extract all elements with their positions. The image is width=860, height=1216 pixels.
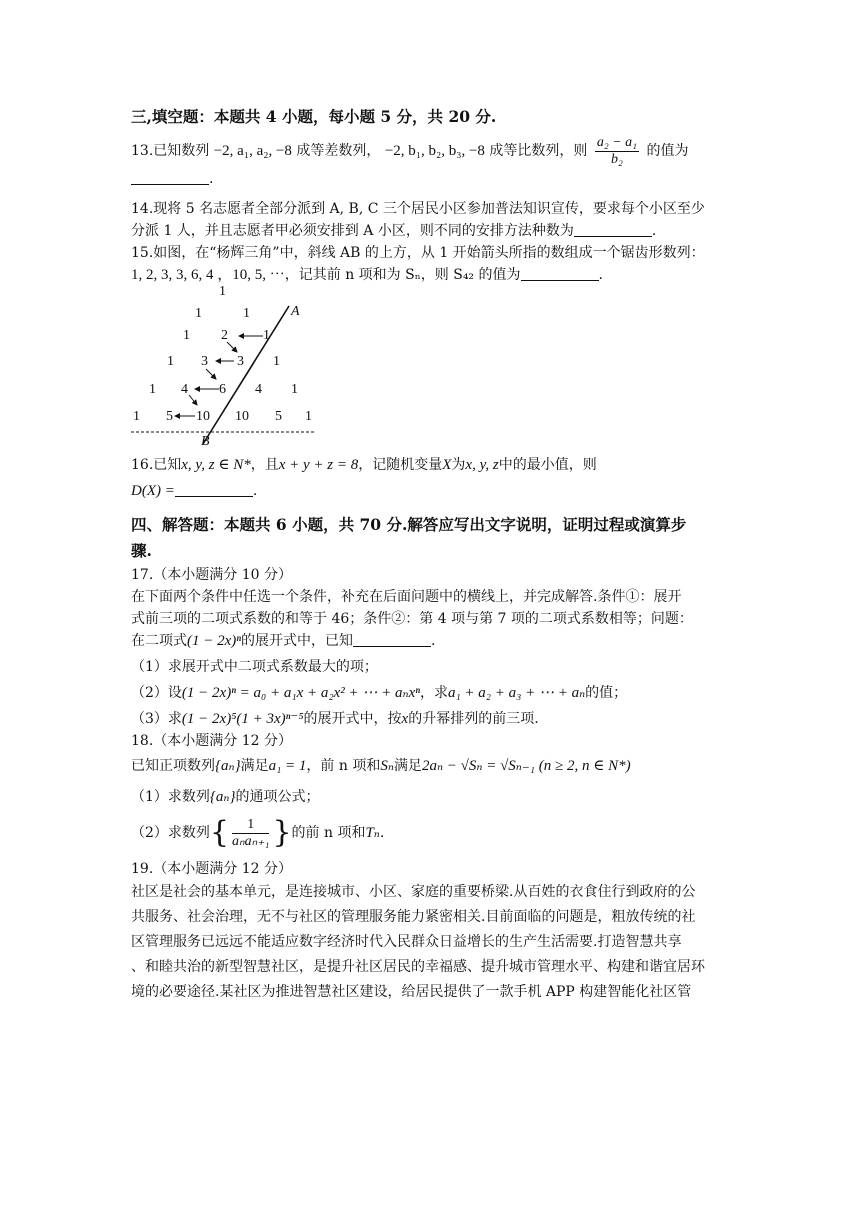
label-b: B [201, 434, 210, 449]
exam-page [131, 98, 741, 1005]
answer-blank[interactable] [353, 632, 431, 647]
tri-r3-0: 1 [167, 354, 174, 369]
arith-sequence: −2, a₁, a₂, −8 [213, 143, 292, 159]
arrow-d-2 [206, 369, 216, 379]
left-brace: { [209, 815, 230, 850]
tri-r2-0: 1 [183, 328, 190, 343]
question-19-line-3: 区管理服务已远远不能适应数字经济时代入民群众日益增长的生产生活需要.打造智慧共享 [131, 934, 682, 950]
question-19-line-4: 、和睦共治的新型智慧社区，是提升社区居民的幸福感、提升城市管理水平、构建和谐宜居环 [131, 959, 705, 975]
question-18-part-2: （2）求数列{ $\frac{1}{\text{aₙaₙ₊₁}}$ }的前 n 项和Tₙ. [131, 815, 385, 850]
answer-blank[interactable] [521, 266, 599, 281]
tri-r2-2: 1 [263, 328, 270, 343]
question-13-answer: . [131, 168, 741, 190]
fraction-1-over-anan1: $\frac{1}{\text{aₙaₙ₊₁}}$ [232, 816, 270, 849]
answer-blank[interactable] [574, 222, 652, 237]
section-4-title-line-2: 骤. [131, 541, 152, 560]
tri-r5-4: 5 [275, 409, 282, 424]
question-17-part-2: （2）设(1 − 2x)ⁿ = a₀ + a₁x + a₂x² + ⋯ + aₙxⁿ，求a₁ + a₂ + a₃ + ⋯ + aₙ的值； [131, 685, 628, 701]
tri-r5-5: 1 [305, 409, 312, 424]
question-17-part-3: （3）求(1 − 2x)⁵(1 + 3x)ⁿ⁻⁵的展开式中，按x的升幂排列的前三项. [131, 711, 539, 727]
question-19-line-5: 境的必要途径.某社区为推进智慧社区建设，给居民提供了一款手机 APP 构建智能化社区管 [131, 984, 692, 1000]
tri-r3-3: 1 [273, 354, 280, 369]
tri-r4-0: 1 [149, 382, 156, 397]
tri-r4-2: 6 [219, 382, 226, 397]
tri-r5-3: 10 [235, 409, 249, 424]
tri-r4-1: 4 [181, 382, 188, 397]
arrow-d-3 [189, 395, 197, 405]
tri-r2-1: 2 [221, 328, 228, 343]
question-17-part-1: （1）求展开式中二项式系数最大的项； [131, 659, 378, 675]
section-3-title: 三,填空题：本题共 4 小题，每小题 5 分，共 20 分. [131, 107, 497, 126]
answer-blank[interactable] [175, 482, 253, 497]
question-18-header: 18.（本小题满分 12 分） [131, 733, 292, 749]
yanghui-triangle-figure [131, 284, 331, 449]
question-15-line-1: 15.如图，在“杨辉三角”中，斜线 AB 的上方，从 1 开始箭头所指的数组成一个锯齿形数列： [131, 245, 705, 261]
question-15-line-2: 1, 2, 3, 3, 6, 4 ，10, 5, ⋯，记其前 n 项和为 Sₙ，则 S₄₂ 的值为 . [131, 267, 603, 283]
question-17-line-3: 在二项式(1 − 2x)ⁿ的展开式中，已知 . [131, 633, 436, 649]
tri-r3-1: 3 [201, 354, 208, 369]
arrow-d-1 [227, 342, 237, 352]
question-14-line-2: 分派 1 人，并且志愿者甲必须安排到 A 小区，则不同的安排方法种数为 . [131, 223, 657, 239]
section-4-title-line-1: 四、解答题：本题共 6 小题，共 70 分.解答应写出文字说明，证明过程或演算步 [131, 515, 687, 534]
question-18-line-1: 已知正项数列{aₙ}满足a₁ = 1，前 n 项和Sₙ满足2aₙ − √Sₙ = √Sₙ₋₁ (n ≥ 2, n ∈ N*) [131, 758, 631, 774]
tri-r1-1: 1 [243, 306, 250, 321]
sawtooth-sequence: 1, 2, 3, 3, 6, 4 ，10, 5, ⋯ [131, 267, 285, 283]
tri-r5-2: 10 [196, 409, 210, 424]
question-17-header: 17.（本小题满分 10 分） [131, 567, 292, 583]
tri-r5-1: 5 [166, 409, 173, 424]
answer-blank[interactable] [131, 170, 209, 185]
question-17-line-1: 在下面两个条件中任选一个条件，补充在后面问题中的横线上，并完成解答.条件①：展开 [131, 589, 682, 605]
question-17-line-2: 式前三项的二项式系数的和等于 46；条件②：第 4 项与第 7 项的二项式系数相等；问题： [131, 611, 693, 627]
tri-r3-2: 3 [237, 354, 244, 369]
question-16-line-2: D(X) = . [131, 483, 258, 499]
tri-r5-0: 1 [133, 409, 140, 424]
tri-r4-3: 4 [255, 382, 262, 397]
triangle-lines [131, 286, 331, 456]
question-19-line-1: 社区是社会的基本单元，是连接城市、小区、家庭的重要桥梁.从百姓的衣食住行到政府的公 [131, 884, 696, 900]
tri-r0-0: 1 [219, 284, 226, 299]
question-18-part-1: （1）求数列{aₙ}的通项公式； [131, 789, 320, 805]
fraction-a-over-b: $\frac{\text{a₂ − a₁}}{\text{b₂}}$ [596, 134, 638, 167]
tri-r1-0: 1 [195, 306, 202, 321]
question-19-line-2: 共服务、社会治理，无不与社区的管理服务能力紧密相关.目前面临的问题是，粗放传统的社 [131, 909, 696, 925]
question-13: 13.已知数列 −2, a₁, a₂, −8 成等差数列， −2, b₁, b₂, b₃, −8 成等比数列，则 $\frac{\text{a₂ − a₁}}{\text{b₂}}$ 的值为 [131, 134, 689, 167]
label-a: A [291, 304, 300, 319]
question-14-line-1: 14.现将 5 名志愿者全部分派到 A, B, C 三个居民小区参加普法知识宣传，要求每个小区至少 [131, 201, 705, 217]
question-16-line-1: 16.已知x, y, z ∈ N*，且x + y + z = 8，记随机变量X为x, y, z中的最小值，则 [131, 457, 597, 473]
geo-sequence: −2, b₁, b₂, b₃, −8 [384, 143, 485, 159]
question-19-header: 19.（本小题满分 12 分） [131, 861, 292, 877]
tri-r4-4: 1 [291, 382, 298, 397]
right-brace: } [272, 815, 292, 850]
